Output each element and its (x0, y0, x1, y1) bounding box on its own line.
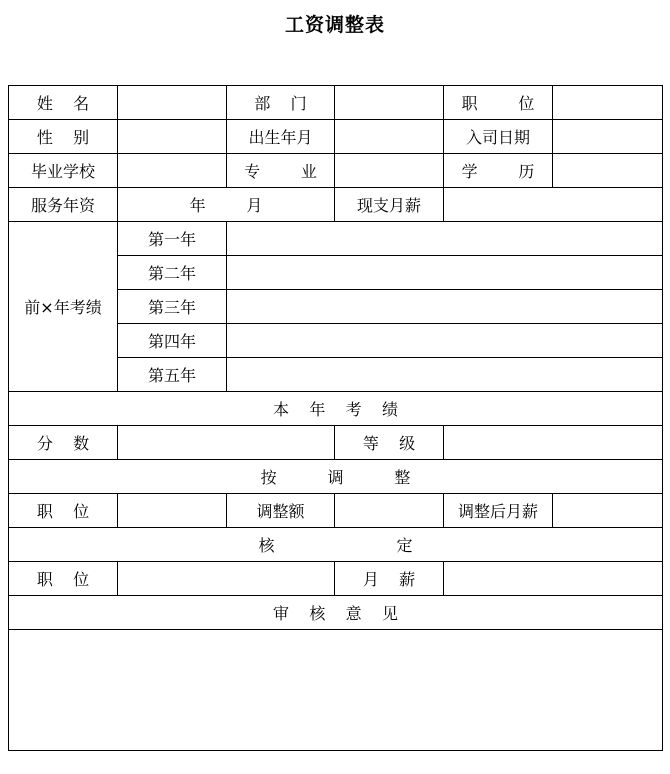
label-past-performance: 前×年考绩 (9, 222, 118, 392)
input-education[interactable] (553, 154, 663, 188)
section-adjust-by: 按 调 整 (9, 460, 663, 494)
label-year-2: 第二年 (118, 256, 227, 290)
label-education: 学 历 (444, 154, 553, 188)
input-year-2[interactable] (227, 256, 663, 290)
label-service-years: 服务年资 (9, 188, 118, 222)
section-review-opinion: 审 核 意 见 (9, 596, 663, 630)
input-join-date[interactable] (553, 120, 663, 154)
input-year-3[interactable] (227, 290, 663, 324)
label-birth: 出生年月 (227, 120, 335, 154)
input-adj-position[interactable] (118, 494, 227, 528)
label-adj-position: 职 位 (9, 494, 118, 528)
label-appr-salary: 月 薪 (335, 562, 444, 596)
label-year-4: 第四年 (118, 324, 227, 358)
input-appr-salary[interactable] (444, 562, 663, 596)
label-position: 职 位 (444, 86, 553, 120)
input-appr-position[interactable] (118, 562, 335, 596)
label-year-1: 第一年 (118, 222, 227, 256)
input-year-4[interactable] (227, 324, 663, 358)
label-year-3: 第三年 (118, 290, 227, 324)
section-approve: 核 定 (9, 528, 663, 562)
input-current-salary[interactable] (444, 188, 663, 222)
input-school[interactable] (118, 154, 227, 188)
input-service-years[interactable]: 年 月 (118, 188, 335, 222)
input-department[interactable] (335, 86, 444, 120)
input-year-1[interactable] (227, 222, 663, 256)
label-gender: 性 别 (9, 120, 118, 154)
label-name: 姓 名 (9, 86, 118, 120)
input-score[interactable] (118, 426, 335, 460)
label-score: 分 数 (9, 426, 118, 460)
input-name[interactable] (118, 86, 227, 120)
input-birth[interactable] (335, 120, 444, 154)
input-major[interactable] (335, 154, 444, 188)
label-grade: 等 级 (335, 426, 444, 460)
input-grade[interactable] (444, 426, 663, 460)
input-adj-amount[interactable] (335, 494, 444, 528)
label-join-date: 入司日期 (444, 120, 553, 154)
label-appr-position: 职 位 (9, 562, 118, 596)
input-year-5[interactable] (227, 358, 663, 392)
section-this-year-performance: 本 年 考 绩 (9, 392, 663, 426)
input-position[interactable] (553, 86, 663, 120)
label-adj-amount: 调整额 (227, 494, 335, 528)
page-title: 工资调整表 (284, 14, 385, 36)
label-school: 毕业学校 (9, 154, 118, 188)
label-current-salary: 现支月薪 (335, 188, 444, 222)
salary-adjustment-form (8, 85, 663, 751)
label-major: 专 业 (227, 154, 335, 188)
input-review-opinion[interactable] (9, 630, 663, 751)
label-adj-salary: 调整后月薪 (444, 494, 553, 528)
label-department: 部 门 (227, 86, 335, 120)
label-year-5: 第五年 (118, 358, 227, 392)
input-adj-salary[interactable] (553, 494, 663, 528)
input-gender[interactable] (118, 120, 227, 154)
